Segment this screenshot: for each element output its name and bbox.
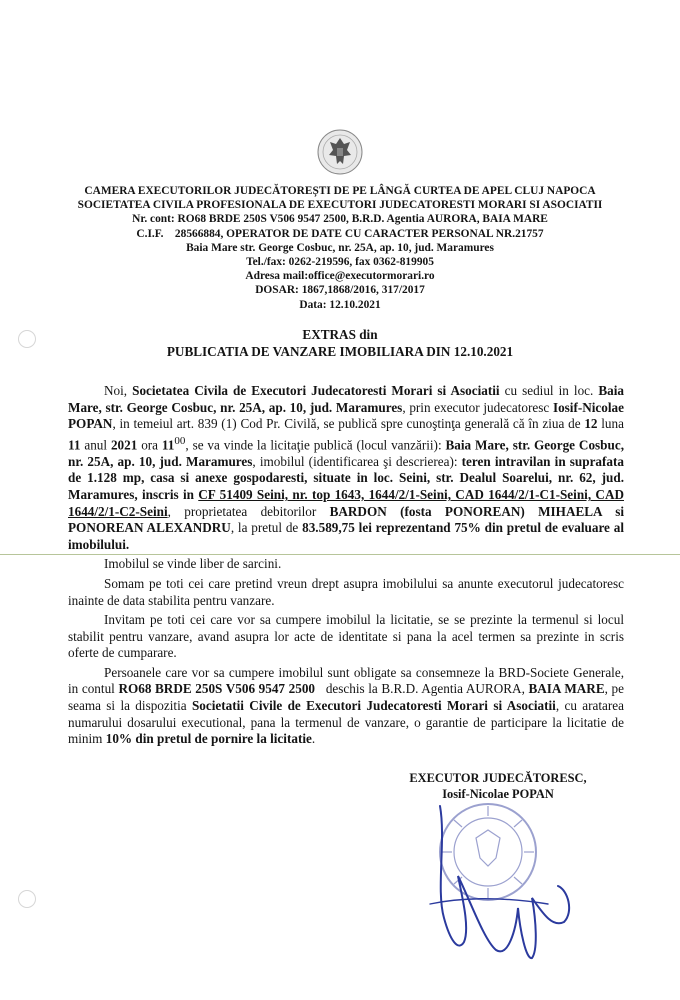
bank-account-number: RO68 BRDE 250S V506 9547 2500	[118, 681, 316, 697]
institution-header	[40, 184, 640, 312]
header-line-account: Nr. cont: RO68 BRDE 250S V506 9547 2500, B.R.D. Agentia AURORA, BAIA MARE	[132, 213, 548, 226]
round-stamp-icon	[440, 804, 536, 900]
header-line-date: Data: 12.10.2021	[299, 298, 381, 311]
margin-hole-mark	[18, 890, 36, 908]
header-line-email: Adresa mail:office@executormorari.ro	[245, 270, 435, 283]
header-line-dosar: DOSAR: 1867,1868/2016, 317/2017	[255, 284, 425, 297]
land-registry-reference: CF 51409 Seini, nr. top 1643, 1644/2/1-Seini, CAD 1644/2/1-C1-Seini, CAD 1644/2/1-C2-Seini	[68, 486, 624, 519]
romania-coat-of-arms-icon	[316, 128, 364, 176]
header-line-address: Baia Mare str. George Cosbuc, nr. 25A, ap. 10, jud. Maramures	[186, 241, 494, 254]
document-title	[40, 326, 640, 360]
paragraph-sale-announcement: Noi, Societatea Civila de Executori Judecatoresti Morari si Asociatii cu sediul in loc. Baia Mare, str. George Cosbuc, nr. 25A, ap. 10, jud. Maramures, prin executor judecatoresc Iosif-Nicolae POPAN, in temeiul art. 839 (1) Cod Pr. Civilă, se publică spre cunoştinţa generală că în ziua de 12 luna 11 anul 2021 ora $11^{00}$, se va vinde la licitaţie publică (locul vanzării): Baia Mare, str. George Cosbuc, nr. 25A, ap. 10, jud. Maramures, imobilul (identificarea şi descrierea): teren intravilan in suprafata de 1.128 mp, casa si anexe gospodaresti, situate in loc. Seini, str. Dealul Soarelui, nr. 62, jud. Maramures, inscris in CF 51409 Seini, nr. top 1643, 1644/2/1-Seini, CAD 1644/2/1-C1-Seini, CAD 1644/2/1-C2-Seini, proprietatea debitorilor BARDON (fosta PONOREAN) MIHAELA si PONOREAN ALEXANDRU, la pretul de 83.589,75 lei reprezentand 75% din pretul de evaluare al imobilului.	[68, 383, 624, 552]
title-line-extras: EXTRAS din	[302, 327, 378, 342]
document-body	[68, 383, 624, 751]
debtor-names: BARDON (fosta PONOREAN) MIHAELA si PONOREAN ALEXANDRU	[68, 503, 624, 536]
header-line-society: SOCIETATEA CIVILA PROFESIONALA DE EXECUTORI JUDECATORESTI MORARI SI ASOCIATII	[77, 199, 603, 212]
paragraph-no-encumbrances: Imobilul se vinde liber de sarcini.	[104, 556, 282, 572]
signature-block	[388, 770, 608, 802]
header-line-cif: C.I.F. 28566884, OPERATOR DE DATE CU CARACTER PERSONAL NR.21757	[136, 227, 544, 240]
paragraph-summons: Somam pe toti cei care pretind vreun drept asupra imobilului sa anunte executorul judecatoresc inainte de data stabilita pentru vanzare.	[68, 575, 624, 608]
paragraph-invitation: Invitam pe toti cei care vor sa cumpere imobilul la licitatie, se se prezinte la termenul si locul stabilit pentru vanzare, avand asupra lor acte de identitate si pana la acel termen sa prezinte in scris oferte de cumparare.	[68, 612, 624, 661]
header-line-phone: Tel./fax: 0262-219596, fax 0362-819905	[246, 256, 434, 269]
title-line-publication: PUBLICATIA DE VANZARE IMOBILIARA DIN 12.10.2021	[166, 344, 514, 359]
signatory-role: EXECUTOR JUDECĂTORESC,	[409, 771, 587, 785]
sale-price: 83.589,75 lei reprezentand 75% din pretul de evaluare al imobilului.	[68, 520, 624, 552]
signatory-name: Iosif-Nicolae POPAN	[442, 787, 554, 801]
margin-hole-mark	[18, 330, 36, 348]
stamp-and-signature	[418, 800, 588, 970]
header-line-chamber: CAMERA EXECUTORILOR JUDECĂTOREȘTI DE PE LÂNGĂ CURTEA DE APEL CLUJ NAPOCA	[84, 185, 596, 197]
paragraph-guarantee: Persoanele care vor sa cumpere imobilul sunt obligate sa consemneze la BRD-Societe Generale, in contul RO68 BRDE 250S V506 9547 2500 deschis la B.R.D. Agentia AURORA, BAIA MARE, pe seama si la dispozitia Societatii Civile de Executori Judecatoresti Morari si Asociatii, cu aratarea numarului dosarului executional, pana la termenul de vanzare, o garantie de participare la licitatie de minim 10% din pretul de pornire la licitatie.	[68, 664, 624, 747]
